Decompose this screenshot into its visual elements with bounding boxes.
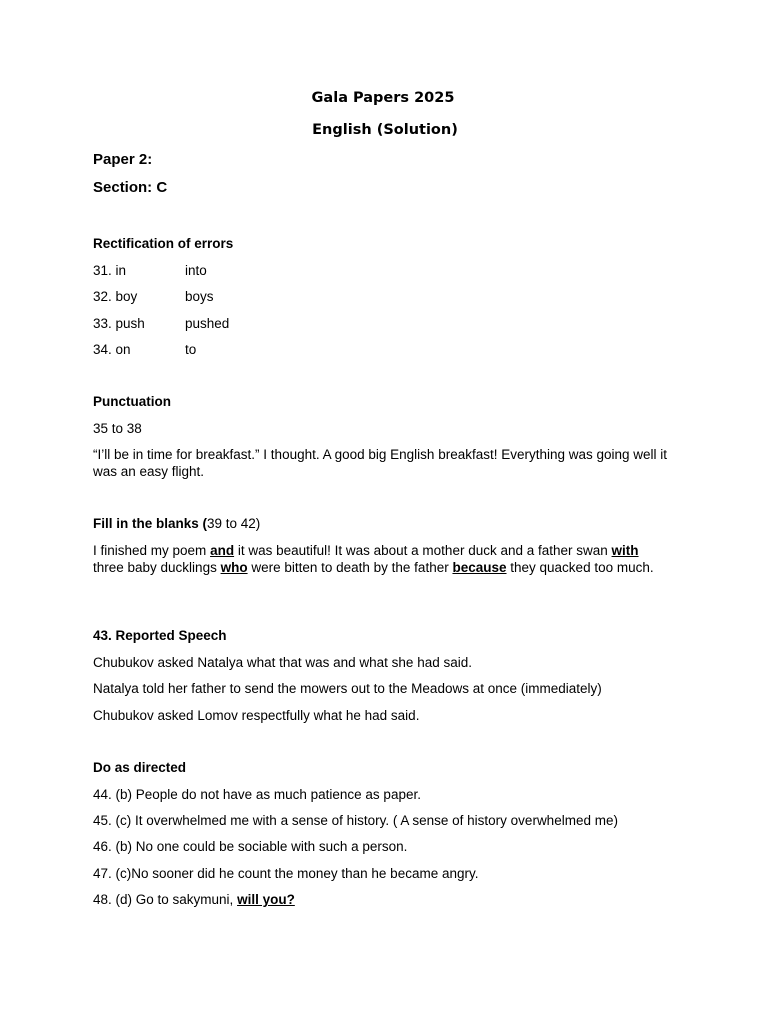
punctuation-answer: “I’ll be in time for breakfast.” I thought. A good big English breakfast! Everything was going well it was an easy flight.: [93, 447, 668, 479]
rectification-row: [93, 288, 214, 305]
text-fragment: it was beautiful! It was about a mother duck and a father swan: [234, 543, 612, 558]
text-fragment: I finished my poem: [93, 543, 211, 558]
do-as-directed-item: 45. (c) It overwhelmed me with a sense of history. ( A sense of history overwhelmed me): [93, 813, 618, 828]
document-subtitle: English (Solution): [312, 122, 458, 138]
section-label: Section: C: [93, 179, 168, 196]
do-as-directed-item: [93, 891, 295, 908]
text-fragment: three baby ducklings: [93, 560, 221, 575]
answer-word: and: [210, 543, 235, 558]
fill-blanks-heading: [93, 515, 260, 532]
fill-blanks-heading-range: 39 to 42): [207, 516, 261, 531]
answer-word: with: [611, 543, 639, 558]
reported-speech-line: Chubukov asked Lomov respectfully what he had said.: [93, 708, 420, 723]
do-as-directed-heading: Do as directed: [93, 760, 187, 775]
question-tag-answer: will you?: [237, 892, 295, 907]
answer-word: boys: [185, 289, 214, 304]
fill-blanks-heading-bold: Fill in the blanks (: [93, 516, 208, 531]
question-text: 48. (d) Go to sakymuni,: [93, 892, 238, 907]
reported-speech-heading: 43. Reported Speech: [93, 628, 227, 643]
document-title: Gala Papers 2025: [311, 90, 455, 106]
question-word: 31. in: [93, 263, 127, 278]
fill-blanks-answer: [93, 542, 673, 576]
answer-word: to: [185, 342, 197, 357]
rectification-row: [93, 341, 197, 358]
paper-label: Paper 2:: [93, 151, 153, 168]
do-as-directed-item: 47. (c)No sooner did he count the money than he became angry.: [93, 866, 479, 881]
question-word: 34. on: [93, 342, 131, 357]
text-fragment: were bitten to death by the father: [247, 560, 453, 575]
do-as-directed-item: 46. (b) No one could be sociable with such a person.: [93, 839, 408, 854]
rectification-heading: Rectification of errors: [93, 236, 234, 251]
punctuation-range: 35 to 38: [93, 421, 142, 436]
answer-word: pushed: [185, 316, 230, 331]
reported-speech-line: Natalya told her father to send the mowers out to the Meadows at once (immediately): [93, 681, 602, 696]
question-word: 32. boy: [93, 289, 138, 304]
rectification-row: [93, 315, 230, 332]
answer-word: who: [220, 560, 248, 575]
rectification-row: [93, 262, 207, 279]
reported-speech-line: Chubukov asked Natalya what that was and what she had said.: [93, 655, 472, 670]
do-as-directed-item: 44. (b) People do not have as much patience as paper.: [93, 787, 421, 802]
question-word: 33. push: [93, 316, 145, 331]
punctuation-heading: Punctuation: [93, 394, 171, 409]
text-fragment: they quacked too much.: [506, 560, 654, 575]
answer-word: because: [452, 560, 507, 575]
answer-word: into: [185, 263, 207, 278]
